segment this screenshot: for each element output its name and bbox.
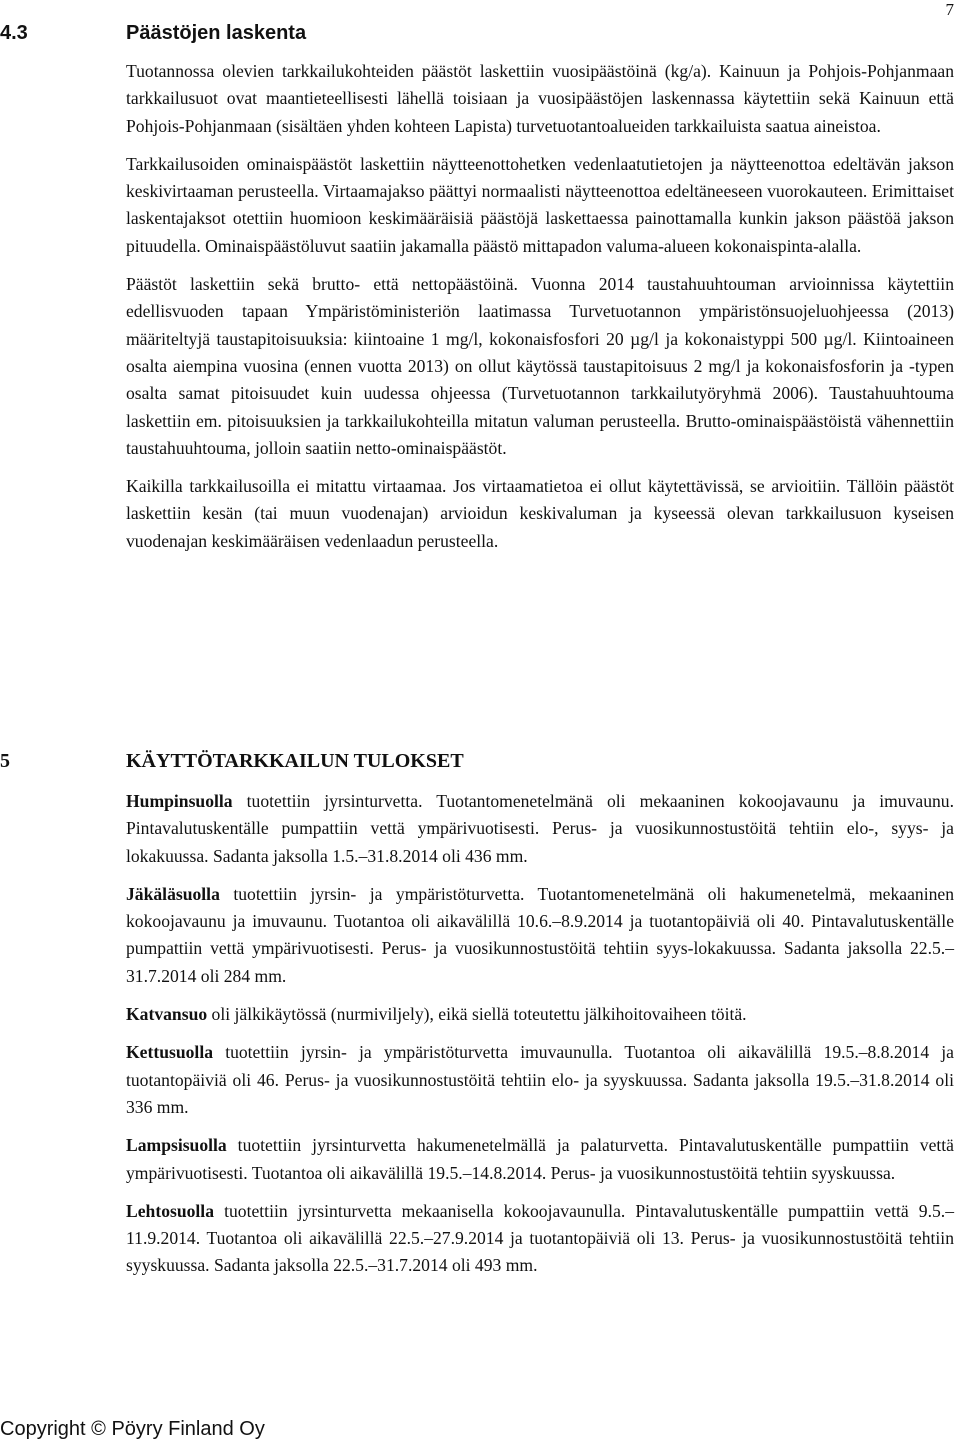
chapter-number: 5 (0, 750, 10, 772)
site-text: tuotettiin jyrsin- ja ympäristöturvetta imuvaunulla. Tuotantoa oli aikavälillä 19.5.–8.8.2014 ja tuotantopäiviä oli 46. Perus- ja vuosikunnostustöitä tehtiin elo- ja syyskuussa. Sadanta jaksolla 19.5.–31.8.2014 oli 336 mm. (126, 1042, 954, 1117)
page-number: 7 (945, 0, 954, 19)
footer-copyright: Copyright © Pöyry Finland Oy (0, 1418, 265, 1440)
section-heading (0, 22, 306, 45)
paragraph: Päästöt laskettiin sekä brutto- että nettopäästöinä. Vuonna 2014 taustahuuhtouman arvioinnissa käytettiin edellisvuoden tapaan Ympäristöministeriön laatimassa Turvetuotannon ympäristönsuojeluohjeessa (2013) määriteltyjä taustapitoisuuksia: kiintoaine 1 mg/l, kokonaisfosfori 20 µg/l ja kokonaistyppi 500 µg/l. Kiintoaineen osalta aiempina vuosina (ennen vuotta 2013) on ollut käytössä taustapitoisuus 2 mg/l ja kokonaisfosforin ja -typen osalta samat pitoisuudet kuin uudessa ohjeessa (Turvetuotannon tarkkailutyöryhmä 2006). Taustahuuhtouma laskettiin em. pitoisuuksien ja tarkkailukohteilla mitatun valuman perusteella. Brutto-ominaispäästöistä vähennettiin taustahuuhtouma, jolloin saatiin netto-ominaispäästöt. (126, 274, 954, 458)
site-paragraph (126, 1001, 954, 1028)
site-text: oli jälkikäytössä (nurmiviljely), eikä siellä toteutettu jälkihoitovaiheen töitä. (207, 1004, 747, 1025)
site-paragraph (126, 1132, 954, 1187)
site-text: tuotettiin jyrsin- ja ympäristöturvetta. Tuotantomenetelmänä oli hakumenetelmä, mekaaninen kokoojavaunu ja imuvaunu. Tuotantoa oli aikavälillä 10.6.–8.9.2014 ja tuotantopäiviä oli 40. Pintavalutuskentälle pumpattiin vettä ympärivuotisesti. Perus- ja vuosikunnostustöitä tehtiin syys-lokakuussa. Sadanta jaksolla 22.5.–31.7.2014 oli 284 mm. (126, 883, 954, 986)
chapter-heading (0, 750, 464, 773)
section-number: 4.3 (0, 22, 28, 44)
chapter-title: KÄYTTÖTARKKAILUN TULOKSET (126, 750, 464, 772)
site-name: Kettusuolla (126, 1042, 213, 1063)
section-title: Päästöjen laskenta (126, 22, 307, 44)
site-name: Jäkäläsuolla (126, 883, 220, 904)
site-paragraph (126, 881, 954, 990)
site-paragraph (126, 1039, 954, 1121)
site-name: Lehtosuolla (126, 1200, 214, 1221)
paragraph: Kaikilla tarkkailusoilla ei mitattu virtaamaa. Jos virtaamatietoa ei ollut käytettävissä, se arvioitiin. Tällöin päästöt laskettiin kesän (tai muun vuodenajan) arvioidun keskivaluman ja kyseessä olevan tarkkailusuon kyseisen vuodenajan keskimääräisen vedenlaadun perusteella. (126, 476, 954, 551)
site-name: Humpinsuolla (126, 791, 233, 811)
section-body (126, 58, 954, 566)
paragraph: Tarkkailusoiden ominaispäästöt laskettiin näytteenottohetken vedenlaatutietojen ja näytteenottoa edeltävän jakson keskivirtaaman perusteella. Virtaamajakso päättyi normaalisti näytteenottoa edeltäneeseen vuorokauteen. Erimittaiset laskentajaksot otettiin huomioon keskimääräisiä päästöjä laskettaessa painottamalla kunkin jakson päästöä jakson pituudella. Ominaispäästöluvut saatiin jakamalla päästö mittapadon valuma-alueen kokonaispinta-alalla. (126, 153, 954, 256)
site-text: tuotettiin jyrsinturvetta. Tuotantomenetelmänä oli mekaaninen kokoojavaunu ja imuvaunu. Pintavalutuskentälle pumpattiin vettä ympärivuotisesti. Perus- ja vuosikunnostustöitä tehtiin elo-, syys- ja lokakuussa. Sadanta jaksolla 1.5.–31.8.2014 oli 436 mm. (126, 791, 954, 866)
site-paragraph (126, 1198, 954, 1280)
site-text: tuotettiin jyrsinturvetta mekaanisella kokoojavaunulla. Pintavalutuskentälle pumpattiin vettä 9.5.–11.9.2014. Tuotantoa oli aikavälillä 22.5.–27.9.2014 ja tuotantopäiviä oli 13. Perus- ja vuosikunnostustöitä tehtiin syyskuussa. Sadanta jaksolla 22.5.–31.7.2014 oli 493 mm. (126, 1200, 954, 1276)
site-name: Lampsisuolla (126, 1135, 227, 1156)
paragraph: Tuotannossa olevien tarkkailukohteiden päästöt laskettiin vuosipäästöinä (kg/a). Kainuun ja Pohjois-Pohjanmaan tarkkailusuot ovat maantieteellisesti lähellä toisiaan ja vuosipäästöjen laskennassa käytettiin sekä Kainuun että Pohjois-Pohjanmaan (sisältäen yhden kohteen Lapista) turvetuotantoalueiden tarkkailuista saatua aineistoa. (126, 61, 954, 136)
site-name: Katvansuo (126, 1004, 208, 1025)
chapter-body (126, 788, 954, 1291)
site-paragraph (126, 788, 954, 870)
site-text: tuotettiin jyrsinturvetta hakumenetelmällä ja palaturvetta. Pintavalutuskentälle pumpattiin vettä ympärivuotisesti. Tuotantoa oli aikavälillä 19.5.–14.8.2014. Perus- ja vuosikunnostustöitä tehtiin syyskuussa. (126, 1135, 954, 1183)
